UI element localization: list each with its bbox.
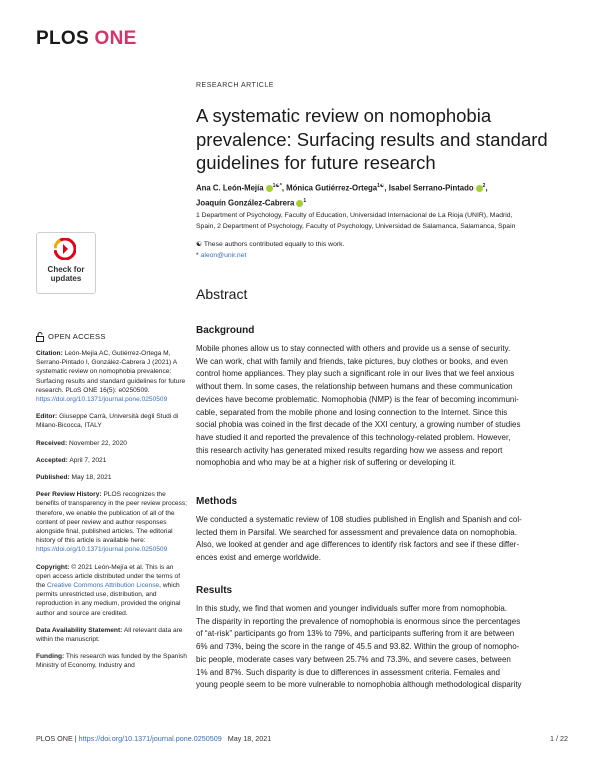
affiliations <box>196 210 568 232</box>
text-line: bic people, moderate cases vary between 25.7% and 73.3%, and severe cases, between <box>196 654 511 664</box>
funding-label: Funding: <box>36 653 65 661</box>
copyright-block <box>36 563 188 618</box>
text-line: of “at-risk” participants go from 13% to 79%, and participants suffering from it are between <box>196 629 515 639</box>
title-line: prevalence: Surfacing results and standard <box>196 128 548 150</box>
text-line: have studied it and reported the prevalence of this technology-related problem. However, <box>196 432 511 442</box>
open-access-label <box>36 332 188 342</box>
citation-block <box>36 349 188 404</box>
footer-date: May 18, 2021 <box>227 734 272 743</box>
text-line: young people seem to be more vulnerable to nomophobia although methodological disparity <box>196 680 522 690</box>
editor-label: Editor: <box>36 413 58 421</box>
published-date: May 18, 2021 <box>71 474 112 482</box>
data-availability-text: All relevant data are within the manuscript. <box>36 626 183 644</box>
text-line: We can work, chat with family and friends, take pictures, buy clothes or books, and even <box>196 356 509 366</box>
copyright-text-2: , which permits unrestricted use, distribution, and reproduction in any medium, provided the original author and source are credited. <box>36 582 181 617</box>
title-line: A systematic review on nomophobia <box>196 105 492 126</box>
data-availability-label: Data Availability Statement: <box>36 626 123 634</box>
article-info-sidebar <box>36 332 188 679</box>
corresponding-star: * <box>196 251 199 259</box>
text-line: 6% and 73%, being the score in the range of 45.5 and 93.82. Within the group of nomopho- <box>196 642 520 652</box>
author-affil-sup: 2 <box>482 183 486 189</box>
citation-text: León-Mejía AC, Gutiérrez-Ortega M, Serrano-Pintado I, González-Cabrera J (2021) A systematic review on nomophobia prevalence: Surfacing results and standard guidelines for future research. PLoS ONE 16(5): e0250509. <box>36 350 186 394</box>
page-number: 1 / 22 <box>550 734 568 743</box>
text-line: Also, we looked at gender and age differences to identify risk factors and see if these differ- <box>196 540 520 550</box>
copyright-label: Copyright: <box>36 563 70 571</box>
received-label: Received: <box>36 439 68 447</box>
author-list <box>196 180 568 209</box>
funding-block <box>36 652 188 670</box>
results-paragraph <box>196 603 568 692</box>
text-line: this research activity has generated mixed results regarding how we assess and report <box>196 445 503 455</box>
text-line: 1% and 87%. Such disparity is due to differences in assessment criteria. Females and <box>196 667 501 677</box>
orcid-icon[interactable] <box>476 185 483 192</box>
data-availability-block <box>36 626 188 644</box>
author-name[interactable]: Mónica Gutiérrez-Ortega <box>286 183 378 193</box>
check-updates-icon <box>54 238 76 260</box>
open-lock-icon <box>36 332 44 342</box>
methods-heading: Methods <box>196 496 238 507</box>
editor-block <box>36 412 188 430</box>
text-line: nomophobia and who may be at a higher risk of suffering or developing it. <box>196 458 457 468</box>
peer-review-link[interactable]: https://doi.org/10.1371/journal.pone.0250509 <box>36 546 168 554</box>
accepted-block <box>36 456 188 465</box>
results-heading: Results <box>196 585 233 596</box>
text-line: We conducted a systematic review of 108 studies published in English and Spanish and col- <box>196 515 522 524</box>
corresponding-email-link[interactable]: aleon@unir.net <box>200 251 247 259</box>
published-block <box>36 473 188 482</box>
article-type: RESEARCH ARTICLE <box>196 82 274 89</box>
text-line: Mobile phones allow us to stay connected with others and provide us a sense of security. <box>196 344 511 353</box>
received-date: November 22, 2020 <box>69 439 127 447</box>
accepted-label: Accepted: <box>36 456 68 464</box>
funding-text: This research was funded by the Spanish Ministry of Economy, Industry and <box>36 653 187 670</box>
citation-doi-link[interactable]: https://doi.org/10.1371/journal.pone.0250509 <box>36 396 168 404</box>
author-affil-sup: 1☯* <box>272 183 282 189</box>
footer-doi-link[interactable]: https://doi.org/10.1371/journal.pone.0250509 <box>78 734 222 743</box>
journal-logo[interactable] <box>36 28 137 50</box>
peer-review-block <box>36 490 188 554</box>
article-title <box>196 104 568 175</box>
peer-review-text: PLOS recognizes the benefits of transparency in the peer review process; therefore, we enable the publication of all of the content of peer review and author responses alongside final, published articles. The editorial history of this article is available here: <box>36 491 188 545</box>
text-line: In this study, we find that women and younger individuals suffer more from nomophobia. <box>196 604 507 613</box>
authors-line-1: Ana C. León-Mejía $^{1☯*}$, Mónica Gutiérrez-Ortega$^{1☯}$, Isabel Serrano-Pintado $^2$, <box>196 183 488 193</box>
title-line: guidelines for future research <box>196 152 436 173</box>
citation-label: Citation: <box>36 350 63 357</box>
page-footer <box>36 734 568 743</box>
author-name[interactable]: Isabel Serrano-Pintado <box>388 183 474 193</box>
author-name[interactable]: Joaquín González-Cabrera <box>196 198 295 208</box>
orcid-icon[interactable] <box>266 185 273 192</box>
editor-text: Giuseppe Carrà, Università degli Studi di Milano-Bicocca, ITALY <box>36 413 179 430</box>
text-line: control home appliances. They play such a significant role in our lives that we feel anxious <box>196 369 515 379</box>
background-paragraph <box>196 343 568 470</box>
accepted-date: April 7, 2021 <box>69 456 107 464</box>
check-updates-line2: updates <box>50 274 82 283</box>
equal-contribution-note: ☯ These authors contributed equally to this work. <box>196 241 345 248</box>
authors-line-2 <box>196 195 568 210</box>
author-name[interactable]: Ana C. León-Mejía <box>196 183 264 193</box>
check-updates-line1: Check for <box>47 265 85 274</box>
copyright-text: © 2021 León-Mejía et al. This is an open access article distributed under the terms of the <box>36 563 181 590</box>
author-affil-sup: 1☯ <box>377 183 385 189</box>
author-notes <box>196 240 568 261</box>
methods-paragraph <box>196 514 568 565</box>
author-affil-sup: 1 <box>303 197 307 204</box>
text-line: devices have become problematic. Nomophobia (NMP) is the fear of becoming incommuni- <box>196 394 519 404</box>
published-label: Published: <box>36 474 70 482</box>
received-block <box>36 439 188 448</box>
text-line: cable, separated from the mobile phone and losing connection to the Internet. Since this <box>196 407 508 417</box>
text-line: without them. In some cases, the relationship between humans and these communication <box>196 382 513 392</box>
logo-one: ONE <box>94 28 137 49</box>
affiliation-line: Spain, 2 Department of Psychology, Faculty of Psychology, Universidad de Salamanca, Salamanca, Spain <box>196 223 516 230</box>
corresponding-note <box>196 251 568 262</box>
peer-review-label: Peer Review History: <box>36 491 102 499</box>
abstract-heading: Abstract <box>196 286 248 302</box>
footer-journal: PLOS ONE <box>36 734 73 743</box>
license-link[interactable]: Creative Commons Attribution License <box>47 582 160 590</box>
affiliation-line: 1 Department of Psychology, Faculty of Education, Universidad Internacional de La Rioja (UNIR), Madrid, <box>196 212 513 219</box>
check-for-updates-badge[interactable] <box>36 232 96 294</box>
background-heading: Background <box>196 325 255 336</box>
text-line: lected them in Parsifal. We searched for assessment and prevalence data on nomophobia. <box>196 527 517 537</box>
text-line: social phobia was coined in the first decade of the XXI century, a growing number of studies <box>196 420 521 430</box>
text-line: The disparity in reporting the prevalence of nomophobia is enormous since the percentages <box>196 616 521 626</box>
footer-separator: | <box>72 734 79 743</box>
text-line: ences exist and emerge worldwide. <box>196 553 321 563</box>
logo-plos: PLOS <box>36 28 89 49</box>
open-access-text: OPEN ACCESS <box>48 332 106 342</box>
